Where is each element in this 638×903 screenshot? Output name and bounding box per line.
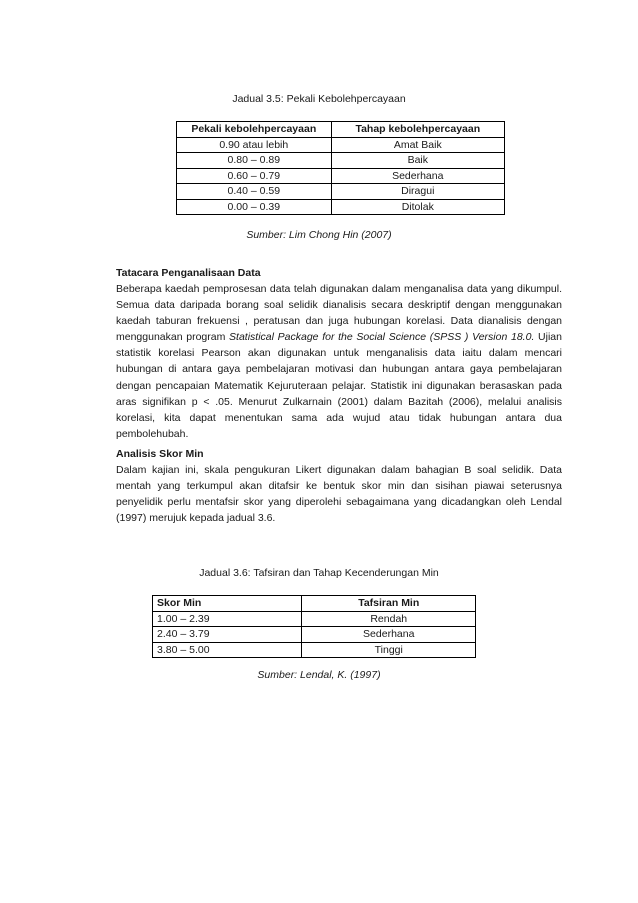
- table-cell: 0.60 – 0.79: [177, 168, 332, 184]
- mean-score-section: [116, 446, 562, 526]
- paragraph-text: Beberapa kaedah pemprosesan data telah digunakan dalam menganalisa data yang dikumpul. Semua data daripada borang soal selidik dianalisis secara deskriptif dengan menggunakan kaedah taburan frekuensi , peratusan dan juga hubungan korelasi. Data dianalisis dengan menggunakan program: [116, 283, 562, 344]
- section-paragraph: Dalam kajian ini, skala pengukuran Likert digunakan dalam bahagian B soal selidik. Data mentah yang terkumpul akan ditafsir ke bentuk skor min dan sisihan piawai seterusnya penyelidik perlu mentafsir skor yang diperolehi sebagaimana yang dicadangkan oleh Lendal (1997) merujuk kepada jadual 3.6.: [116, 464, 562, 525]
- table-header-cell: Tafsiran Min: [302, 596, 476, 612]
- table-cell: Sederhana: [302, 627, 476, 643]
- table2-source: Sumber: Lendal, K. (1997): [257, 669, 381, 681]
- paragraph-text: Ujian statistik korelasi Pearson akan digunakan untuk menganalisis data iaitu dalam mencari hubungan di antara gaya pembelajaran motivasi dan hubungan antara gaya pembelajaran dengan pencapaian Matematik Kejuruteraan pelajar. Statistik ini digunakan berasaskan pada aras signifikan p < .05. Menurut Zulkarnain (2001) dalam Bazitah (2006), melalui analisis korelasi, kita dapat menentukan sama ada wujud atau tidak hubungan antara dua pembolehubah.: [116, 331, 562, 440]
- table-row: [153, 611, 476, 627]
- table-header-cell: Pekali kebolehpercayaan: [177, 122, 332, 138]
- table-row: [177, 168, 505, 184]
- table-cell: Sederhana: [331, 168, 504, 184]
- software-name: Statistical Package for the Social Science (SPSS ) Version 18.0.: [229, 331, 535, 344]
- table-cell: 0.40 – 0.59: [177, 184, 332, 200]
- table-cell: Baik: [331, 153, 504, 169]
- data-analysis-section: [116, 265, 562, 442]
- mean-score-table: [152, 595, 476, 658]
- reliability-table: [176, 121, 505, 215]
- table-row: [177, 153, 505, 169]
- table-cell: 0.00 – 0.39: [177, 199, 332, 215]
- table-cell: 2.40 – 3.79: [153, 627, 302, 643]
- section-heading: Tatacara Penganalisaan Data: [116, 267, 261, 279]
- table-header-cell: Skor Min: [153, 596, 302, 612]
- table-row: [153, 627, 476, 643]
- table-cell: Amat Baik: [331, 137, 504, 153]
- table-cell: Ditolak: [331, 199, 504, 215]
- table-cell: Rendah: [302, 611, 476, 627]
- table-header-cell: Tahap kebolehpercayaan: [331, 122, 504, 138]
- table-row: [153, 642, 476, 658]
- table-cell: 1.00 – 2.39: [153, 611, 302, 627]
- table-row: [177, 199, 505, 215]
- section-heading: Analisis Skor Min: [116, 448, 204, 460]
- section-paragraph: [116, 281, 562, 442]
- table2-caption: Jadual 3.6: Tafsiran dan Tahap Kecenderungan Min: [199, 567, 439, 579]
- table-cell: 0.80 – 0.89: [177, 153, 332, 169]
- table-cell: 0.90 atau lebih: [177, 137, 332, 153]
- table-cell: 3.80 – 5.00: [153, 642, 302, 658]
- table-cell: Diragui: [331, 184, 504, 200]
- table1-source: Sumber: Lim Chong Hin (2007): [246, 229, 392, 241]
- table-cell: Tinggi: [302, 642, 476, 658]
- table1-caption: Jadual 3.5: Pekali Kebolehpercayaan: [232, 93, 406, 105]
- table-header-row: [177, 122, 505, 138]
- table-row: [177, 184, 505, 200]
- table-row: [177, 137, 505, 153]
- table-header-row: [153, 596, 476, 612]
